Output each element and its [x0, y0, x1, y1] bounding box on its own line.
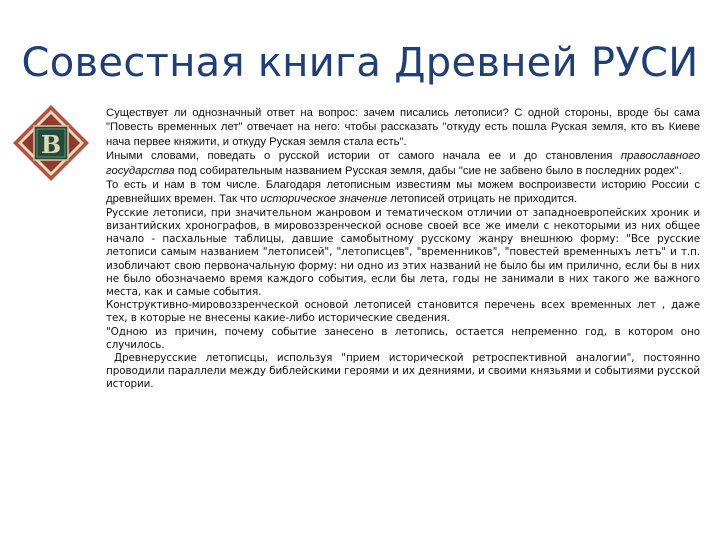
paragraph-text: под собирательным названием Русская земля, дабы "сие не забвено было в последних родех".: [174, 164, 682, 177]
slide-title: Совестная книга Древней РУСИ: [21, 40, 699, 86]
paragraph: [106, 178, 700, 207]
emphasis-text: историческое значение: [260, 193, 388, 206]
paragraph: Существует ли однозначный ответ на вопрос: зачем писались летописи? С одной стороны, вроде бы сама "Повесть временных лет" отвечает на него: чтобы рассказать "откуду есть пошла Руская земля, кто въ Киеве нача первее княжити, и откуду Руская земля стала есть".: [106, 107, 700, 148]
paragraph: [106, 149, 700, 178]
paragraph: Древнерусские летописцы, используя "прием исторической ретроспективной аналогии", постоянно проводили параллели между библейскими героями и их деяниями, и своими князьями и событиями русской истории.: [106, 352, 700, 391]
document-body: [106, 106, 700, 392]
book-letter-logo-icon: [12, 104, 90, 182]
paragraph-text: летописей отрицать не приходится.: [387, 193, 578, 206]
emphasis-text: православного государства: [106, 150, 700, 177]
paragraph: Русские летописи, при значительном жанровом и тематическом отличии от западноевропейских хроник и византийских хронографов, в мировоззренческой основе своей все же имели с некоторыми из них общее начало - пасхальные таблицы, давшие самобытному русскому жанру внешнюю форму: "Все русские летописи самым названием "летописей", "летописцев", "временников", "повестей временныхъ летъ" и т.п. изобличают свою первоначальную форму: ни одно из этих названий не было бы им прилично, если бы в них не было обозначаемо время каждого события, если бы лета, годы не занимали в них такого же важного места, как и самые события.: [106, 206, 700, 299]
paragraph-text: Иными словами, поведать о русской истории от самого начала ее и до становления: [106, 150, 621, 163]
svg-text:В: В: [40, 130, 62, 159]
paragraph: "Одною из причин, почему событие занесено в летопись, остается непременно год, в котором оно случилось.: [106, 325, 700, 351]
paragraph-text: То есть и нам в том числе. Благодаря летописным известиям мы можем воспроизвести историю России с древнейших времен. Так что: [106, 179, 700, 206]
paragraph: Конструктивно-мировоззренческой основой летописей становится перечень всех временных лет , даже тех, в которые не внесены какие-либо исторические сведения.: [106, 299, 700, 325]
